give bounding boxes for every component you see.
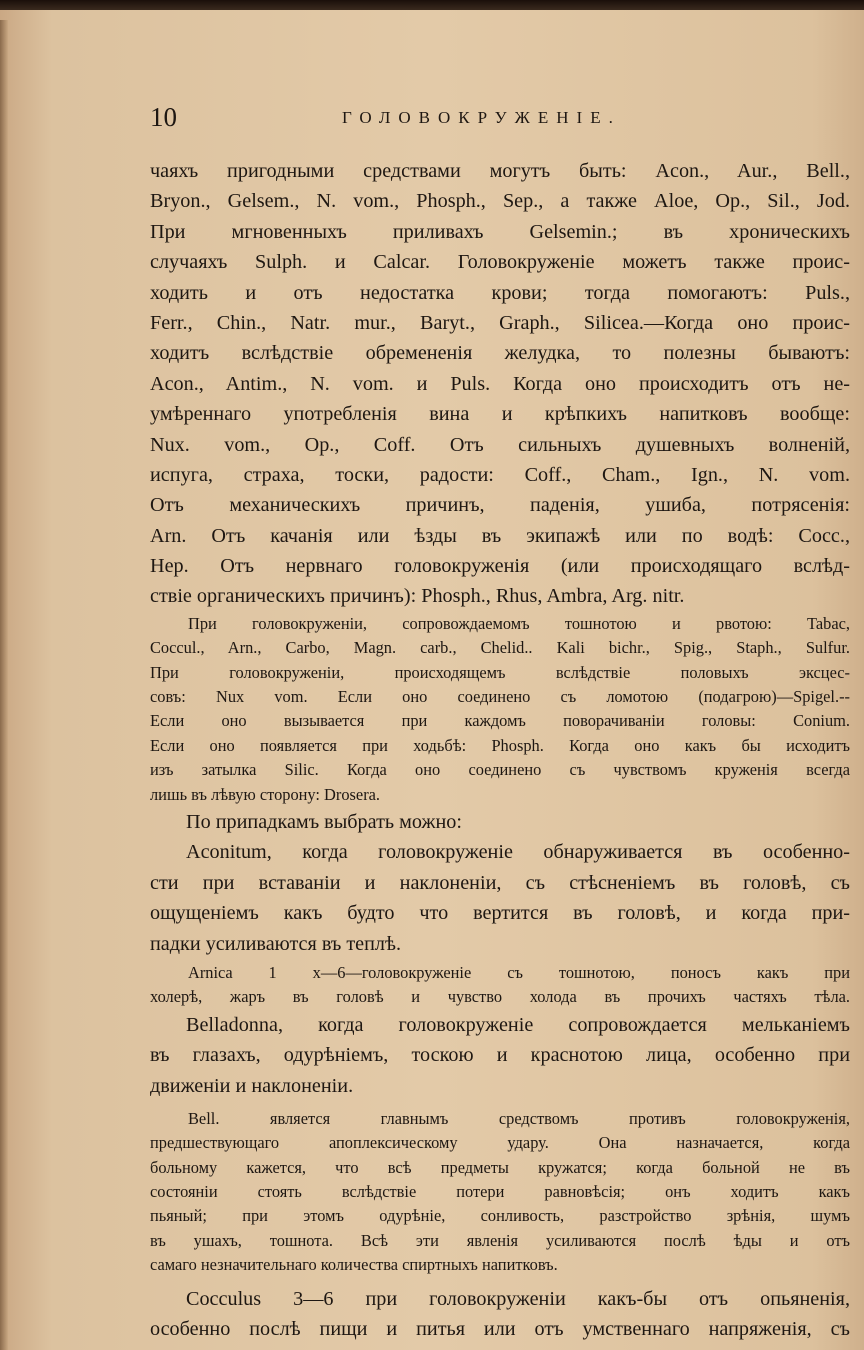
text-line: въ глазахъ, одурѣніемъ, тоскою и краснотою лица, особенно при xyxy=(150,1044,850,1067)
text-line: сти при вставаніи и наклоненіи, съ стѣсненіемъ въ головѣ, съ xyxy=(150,871,850,894)
note-line: Если оно появляется при ходьбѣ: Phosph. Когда оно какъ бы исходитъ xyxy=(150,735,850,755)
note-line: холерѣ, жаръ въ головѣ и чувство холода въ прочихъ частяхъ тѣла. xyxy=(150,987,850,1007)
text-line: Отъ механическихъ причинъ, паденія, ушиба, потрясенія: xyxy=(150,494,850,517)
text-line: ствіе органическихъ причинъ): Phosph., Rhus, Ambra, Arg. nitr. xyxy=(150,585,685,608)
note-line: При головокруженіи, происходящемъ вслѣдствіе половыхъ эксцес- xyxy=(150,662,850,682)
note-line: изъ затылка Silic. Когда оно соединено съ чувствомъ круженія всегда xyxy=(150,760,850,780)
note-line: совъ: Nux vom. Если оно соединено съ ломотою (подагрою)—Spigel.-- xyxy=(150,687,850,707)
text-line: ходитъ вслѣдствіе обремененія желудка, то полезны бываютъ: xyxy=(150,342,850,365)
text-line: Ferr., Chin., Natr. mur., Baryt., Graph., Silicea.—Когда оно проис- xyxy=(150,311,850,334)
text-line: При мгновенныхъ приливахъ Gelsemin.; въ хроническихъ xyxy=(150,220,850,243)
paragraph-intro xyxy=(150,156,850,612)
text-line: Acon., Antim., N. vom. и Puls. Когда оно происходитъ отъ не- xyxy=(150,372,850,395)
note-line: пьяный; при этомъ одурѣніе, сонливость, разстройство зрѣнія, шумъ xyxy=(150,1206,850,1226)
text-line: Belladonna, когда головокруженіе сопровождается мельканіемъ xyxy=(186,1013,850,1036)
text-line: падки усиливаются въ теплѣ. xyxy=(150,932,402,955)
text-line: умѣреннаго употребленія вина и крѣпкихъ напитковъ вообще: xyxy=(150,403,850,426)
text-line: Nux. vom., Op., Coff. Отъ сильныхъ душевныхъ волненій, xyxy=(150,433,850,456)
text-line: Aconitum, когда головокруженіе обнаруживается въ особенно- xyxy=(186,841,850,864)
note-line: состояніи стоять вслѣдствіе потери равновѣсія; онъ ходитъ какъ xyxy=(150,1182,850,1202)
note-line: предшествующаго апоплексическому удару. Она назначается, когда xyxy=(150,1133,850,1153)
page-number: 10 xyxy=(150,102,177,132)
scan-top-edge xyxy=(0,0,864,10)
note-arnica xyxy=(150,961,850,1010)
paragraph-cocculus xyxy=(150,1284,850,1345)
paragraph-belladonna xyxy=(150,1010,850,1101)
text-line: испуга, страха, тоски, радости: Coff., Cham., Ign., N. vom. xyxy=(150,463,850,486)
text-line: особенно послѣ пищи и питья или отъ умственнаго напряженія, съ xyxy=(150,1318,850,1341)
text-line: Cocculus 3—6 при головокруженіи какъ-бы отъ опьяненія, xyxy=(186,1287,850,1310)
note-line: больному кажется, что всѣ предметы кружатся; когда больной не въ xyxy=(150,1157,850,1177)
note-line: самаго незначительнаго количества спиртныхъ напитковъ. xyxy=(150,1255,558,1275)
page-body xyxy=(150,156,850,1344)
note-line: лишь въ лѣвую сторону: Drosera. xyxy=(150,784,381,804)
running-title: ГОЛОВОКРУЖЕНІЕ. xyxy=(342,108,621,127)
page-gutter xyxy=(0,20,8,1350)
text-line: ощущеніемъ какъ будто что вертится въ головѣ, и когда при- xyxy=(150,902,850,925)
note-line: въ ушахъ, тошнота. Всѣ эти явленія усиливаются послѣ ѣды и отъ xyxy=(150,1230,850,1250)
note-line: Coccul., Arn., Carbo, Magn. carb., Chelid.. Kali bichr., Spig., Staph., Sulfur. xyxy=(150,638,850,658)
book-page xyxy=(0,10,864,1350)
text-line: случаяхъ Sulph. и Calcar. Головокруженіе можетъ также проис- xyxy=(150,251,850,274)
paragraph-symptoms xyxy=(150,807,850,959)
text-line: чаяхъ пригодными средствами могутъ быть: Acon., Aur., Bell., xyxy=(150,160,850,182)
text-line: ходить и отъ недостатка крови; тогда помогаютъ: Puls., xyxy=(150,281,850,304)
text-line: По припадкамъ выбрать можно: xyxy=(186,810,462,833)
note-bell xyxy=(150,1107,850,1278)
text-line: Bryon., Gelsem., N. vom., Phosph., Sep., а также Aloe, Op., Sil., Jod. xyxy=(150,190,850,213)
text-line: Hep. Отъ нервнаго головокруженія (или происходящаго вслѣд- xyxy=(150,555,850,578)
note-block-1 xyxy=(150,612,850,807)
text-line: Arn. Отъ качанія или ѣзды въ экипажѣ или по водѣ: Cocc., xyxy=(150,524,850,547)
page-header xyxy=(150,102,850,142)
note-line: Bell. является главнымъ средствомъ противъ головокруженія, xyxy=(188,1108,850,1128)
note-line: При головокруженіи, сопровождаемомъ тошнотою и рвотою: Tabac, xyxy=(188,613,850,633)
text-line: движеніи и наклоненіи. xyxy=(150,1074,354,1097)
note-line: Если оно вызывается при каждомъ поворачиваніи головы: Conium. xyxy=(150,711,850,731)
note-line: Arnica 1 х—6—головокруженіе съ тошнотою, поносъ какъ при xyxy=(188,962,850,982)
